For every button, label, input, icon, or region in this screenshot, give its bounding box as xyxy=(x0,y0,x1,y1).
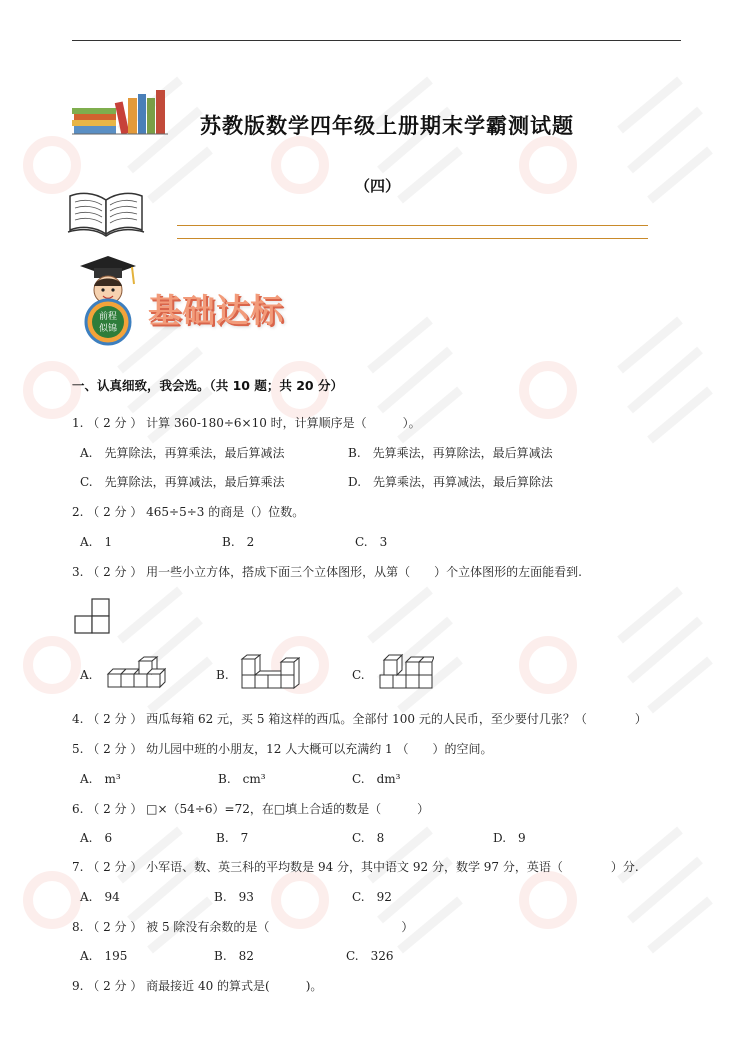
question-2-option-b[interactable]: B. 2 xyxy=(222,535,255,549)
question-6-option-c[interactable]: C. 8 xyxy=(352,831,385,845)
badge-line-1: 前程 xyxy=(98,312,118,322)
cube-figure-c xyxy=(378,652,434,692)
question-7-option-a[interactable]: A. 94 xyxy=(80,890,120,904)
section-heading: 一、认真细致，我会选。（共 10 题；共 20 分） xyxy=(72,378,343,393)
top-rule xyxy=(72,40,681,41)
document-title: 苏教版数学四年级上册期末学霸测试题 xyxy=(200,114,574,138)
question-7-option-b[interactable]: B. 93 xyxy=(214,890,254,904)
question-3-option-b[interactable]: B. xyxy=(216,668,229,682)
question-3-option-c[interactable]: C. xyxy=(352,668,365,682)
books-icon xyxy=(72,88,168,136)
question-4-stem: 4. （ 2 分 ） 西瓜每箱 62 元，买 5 箱这样的西瓜。全部付 100 元的人民币，至少要付几张？（ ） xyxy=(72,712,647,726)
orange-rule-1 xyxy=(177,225,648,226)
question-3-option-a[interactable]: A. xyxy=(80,668,93,682)
question-7-stem: 7. （ 2 分 ） 小军语、数、英三科的平均数是 94 分，其中语文 92 分，数学 97 分，英语（ ）分. xyxy=(72,860,639,874)
question-6-option-a[interactable]: A. 6 xyxy=(80,831,113,845)
section-banner: 基础达标 xyxy=(148,291,284,330)
question-5-option-a[interactable]: A. m³ xyxy=(80,772,121,786)
cube-figure-b xyxy=(240,653,300,693)
document-subtitle: （四） xyxy=(355,177,401,195)
left-view-figure xyxy=(74,598,112,634)
cube-figure-a xyxy=(106,656,166,692)
open-book-icon xyxy=(66,186,146,242)
question-2-option-a[interactable]: A. 1 xyxy=(80,535,113,549)
question-8-option-a[interactable]: A. 195 xyxy=(80,949,128,963)
question-2-option-c[interactable]: C. 3 xyxy=(355,535,388,549)
question-3-stem: 3. （ 2 分 ） 用一些小立方体，搭成下面三个立体图形，从第（ ）个立体图形的左面能看到. xyxy=(72,565,582,579)
question-6-option-b[interactable]: B. 7 xyxy=(216,831,249,845)
question-6-option-d[interactable]: D. 9 xyxy=(493,831,526,845)
question-1-stem: 1. （ 2 分 ） 计算 360-180÷6×10 时，计算顺序是（ ）。 xyxy=(72,416,421,430)
question-1-option-d[interactable]: D. 先算乘法，再算减法，最后算除法 xyxy=(348,475,554,489)
orange-rule-2 xyxy=(177,238,648,239)
question-5-option-c[interactable]: C. dm³ xyxy=(352,772,401,786)
question-1-option-b[interactable]: B. 先算乘法，再算除法，最后算减法 xyxy=(348,446,553,460)
question-8-option-b[interactable]: B. 82 xyxy=(214,949,254,963)
question-8-option-c[interactable]: C. 326 xyxy=(346,949,394,963)
question-5-stem: 5. （ 2 分 ） 幼儿园中班的小朋友，12 人大概可以充满约 1 （ ）的空间。 xyxy=(72,742,493,756)
question-1-option-a[interactable]: A. 先算除法，再算乘法，最后算减法 xyxy=(80,446,285,460)
graduate-badge-icon xyxy=(72,252,144,348)
question-8-stem: 8. （ 2 分 ） 被 5 除没有余数的是（ ） xyxy=(72,920,414,934)
badge-line-2: 似锦 xyxy=(98,324,118,334)
question-6-stem: 6. （ 2 分 ） □×（54÷6）=72，在□填上合适的数是（ ） xyxy=(72,802,430,816)
question-5-option-b[interactable]: B. cm³ xyxy=(218,772,266,786)
question-1-option-c[interactable]: C. 先算除法，再算减法，最后算乘法 xyxy=(80,475,285,489)
question-2-stem: 2. （ 2 分 ） 465÷5÷3 的商是（）位数。 xyxy=(72,505,305,519)
question-7-option-c[interactable]: C. 92 xyxy=(352,890,392,904)
question-9-stem: 9. （ 2 分 ） 商最接近 40 的算式是( )。 xyxy=(72,979,323,993)
